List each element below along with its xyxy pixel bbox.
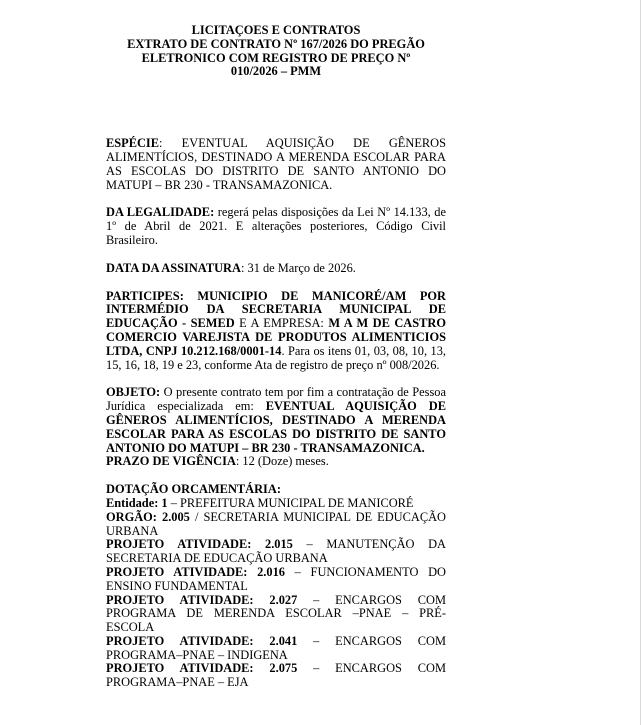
projeto-paragraph bbox=[106, 566, 446, 594]
projeto-text: – ENCARGOS COM PROGRAMA–PNAE – EJA bbox=[106, 661, 446, 690]
participes-empresa: M A M DE CASTRO COMERCIO VAREJISTA DE PRODUTOS ALIMENTICIOS LTDA, CNPJ 10.212.168/0001-14 bbox=[106, 316, 446, 358]
entidade-label: Entidade: 1 bbox=[106, 495, 168, 510]
projeto-paragraph bbox=[106, 662, 446, 690]
orgao-label: ORGÃO: 2.005 bbox=[106, 509, 190, 524]
projeto-label: PROJETO ATIVIDADE: 2.075 bbox=[106, 661, 298, 676]
participes-paragraph bbox=[106, 290, 446, 373]
objeto-paragraph bbox=[106, 386, 446, 455]
objeto-label: OBJETO: bbox=[106, 385, 161, 400]
title-line-3: ELETRONICO COM REGISTRO DE PREÇO Nº bbox=[141, 50, 411, 65]
assinatura-label: DATA DA ASSINATURA bbox=[106, 260, 241, 275]
participes-middle: E A EMPRESA: bbox=[234, 316, 329, 331]
especie-label: ESPÉCIE bbox=[106, 136, 160, 151]
especie-paragraph bbox=[106, 137, 446, 192]
document-body bbox=[106, 24, 446, 690]
projeto-label: PROJETO ATIVIDADE: 2.015 bbox=[106, 537, 293, 552]
projeto-label: PROJETO ATIVIDADE: 2.027 bbox=[106, 592, 298, 607]
projeto-text: – ENCARGOS COM PROGRAMA–PNAE – INDIGENA bbox=[106, 633, 446, 662]
projeto-label: PROJETO ATIVIDADE: 2.041 bbox=[106, 633, 298, 648]
objeto-bold-text: EVENTUAL AQUISIÇÃO DE GÊNEROS ALIMENTÍCIOS, DESTINADO A MERENDA ESCOLAR PARA AS ESCOLAS DO DISTRITO DE SANTO ANTONIO DO MATUPI – BR 230 - TRANSAMAZONICA. bbox=[106, 399, 446, 455]
document-title bbox=[104, 24, 448, 79]
projeto-paragraph bbox=[106, 538, 446, 566]
orgao-paragraph bbox=[106, 511, 446, 539]
title-line-2: EXTRATO DE CONTRATO Nº 167/2026 DO PREGÃO bbox=[127, 36, 425, 51]
title-line-4: 010/2026 – PMM bbox=[230, 64, 322, 79]
prazo-text: : 12 (Doze) meses. bbox=[235, 454, 329, 469]
projeto-text: – ENCARGOS COM PROGRAMA DE MERENDA ESCOLAR –PNAE – PRÉ-ESCOLA bbox=[106, 592, 446, 635]
prazo-paragraph bbox=[106, 455, 446, 469]
participes-label: PARTICIPES: MUNICIPIO DE MANICORÉ/AM POR INTERMÉDIO DA SECRETARIA MUNICIPAL DE EDUCAÇÃO - SEMED bbox=[106, 288, 446, 331]
entidade-text: – PREFEITURA MUNICIPAL DE MANICORÉ bbox=[167, 495, 414, 510]
assinatura-paragraph bbox=[106, 262, 446, 276]
projeto-paragraph bbox=[106, 594, 446, 635]
assinatura-text: : 31 de Março de 2026. bbox=[240, 260, 356, 275]
legalidade-label: DA LEGALIDADE: bbox=[106, 205, 215, 220]
projeto-paragraph bbox=[106, 635, 446, 663]
dotacao-title: DOTAÇÃO ORCAMENTÁRIA: bbox=[106, 482, 281, 497]
especie-text: : EVENTUAL AQUISIÇÃO DE GÊNEROS ALIMENTÍCIOS, DESTINADO A MERENDA ESCOLAR PARA AS ESCOLAS DO DISTRITO DE SANTO ANTONIO DO MATUPI – BR 230 - TRANSAMAZONICA. bbox=[106, 136, 446, 192]
legalidade-text: regerá pelas disposições da Lei Nº 14.133, de 1º de Abril de 2021. E alterações posteriores, Código Civil Brasileiro. bbox=[106, 205, 446, 247]
projeto-text: – MANUTENÇÃO DA SECRETARIA DE EDUCAÇÃO URBANA bbox=[106, 537, 446, 566]
legalidade-paragraph bbox=[106, 206, 446, 247]
participes-text: . Para os itens 01, 03, 08, 10, 13, 15, 16, 18, 19 e 23, conforme Ata de registro de preço nº 008/2026. bbox=[106, 343, 446, 372]
projeto-text: – FUNCIONAMENTO DO ENSINO FUNDAMENTAL bbox=[106, 564, 446, 593]
prazo-label: PRAZO DE VIGÊNCIA bbox=[106, 454, 236, 469]
title-line-1: LICITAÇOES E CONTRATOS bbox=[191, 23, 361, 37]
objeto-text: O presente contrato tem por fim a contratação de Pessoa Jurídica especializada em: bbox=[106, 385, 446, 414]
orgao-text: / SECRETARIA MUNICIPAL DE EDUCAÇÃO URBANA bbox=[106, 509, 446, 538]
projeto-label: PROJETO ATIVIDADE: 2.016 bbox=[106, 564, 285, 579]
entidade-paragraph bbox=[106, 497, 446, 511]
